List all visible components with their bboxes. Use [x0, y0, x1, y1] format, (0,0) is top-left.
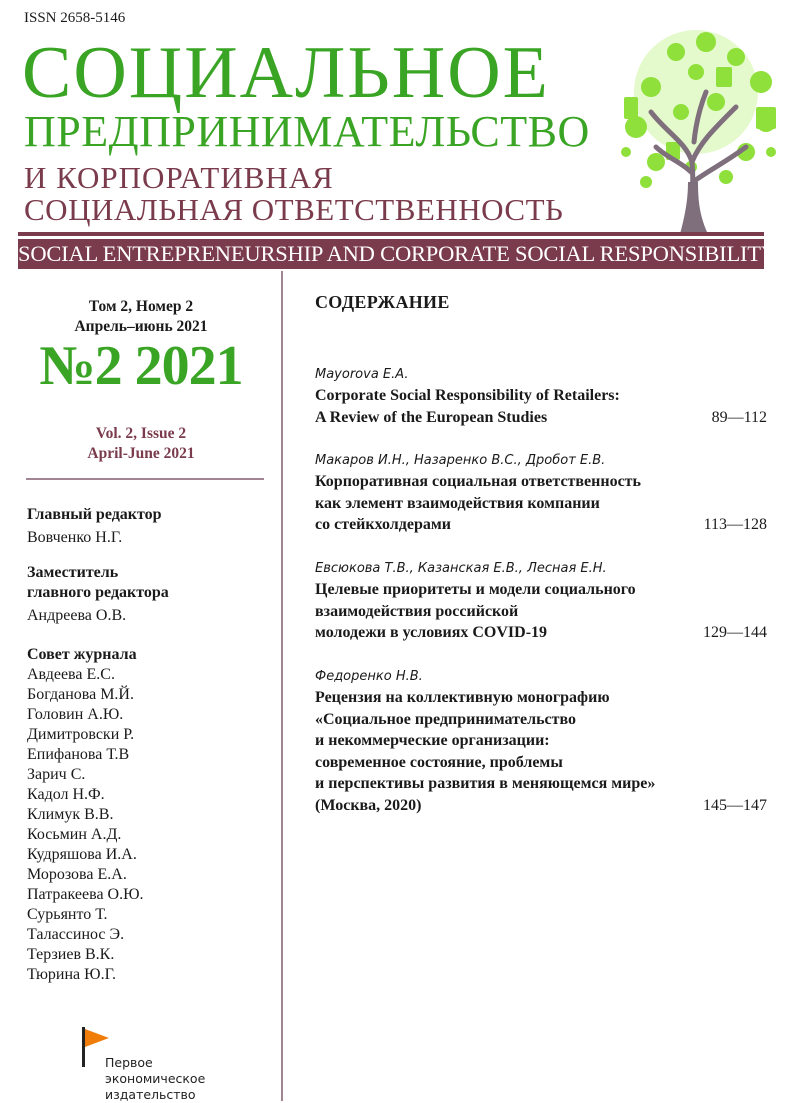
toc-entry-author: Макаров И.Н., Назаренко В.С., Дробот Е.В.	[315, 453, 606, 468]
toc-entry-pages: 129—144	[703, 624, 767, 641]
title-text[interactable]: «Социальное предпринимательство	[315, 710, 577, 728]
council-member: Епифанова Т.В	[27, 746, 130, 763]
council-member: Патракеева О.Ю.	[27, 886, 144, 903]
deputy-editor-name: Андреева О.В.	[27, 607, 127, 624]
toc-entry-title-line	[315, 730, 767, 752]
volume-ru: Том 2, Номер 2	[88, 298, 194, 315]
council-member: Зарич С.	[27, 766, 86, 783]
council-members	[27, 665, 144, 985]
council-member: Кадол Н.Ф.	[27, 786, 105, 803]
title-text[interactable]: со стейкхолдерами	[315, 516, 451, 533]
toc-entry-title-line	[315, 795, 767, 817]
deputy-label-line2: главного редактора	[27, 584, 169, 601]
toc-entry-title-line	[315, 514, 767, 536]
council-member: Головин А.Ю.	[27, 706, 124, 723]
council-member: Авдеева Е.С.	[27, 666, 115, 683]
council-member: Климук В.В.	[27, 806, 114, 823]
title-text[interactable]: A Review of the European Studies	[315, 408, 548, 426]
toc-entry-title-line	[315, 773, 767, 795]
council-member: Сурьянто Т.	[27, 906, 108, 923]
issue-info-ru	[0, 297, 282, 337]
title-text[interactable]: Corporate Social Responsibility of Retailers:	[315, 387, 620, 404]
toc-heading: СОДЕРЖАНИЕ	[315, 292, 450, 312]
publisher-name-line2: экономическое	[105, 1071, 206, 1086]
toc-entry-pages: 113—128	[703, 516, 767, 533]
council-member: Терзиев В.К.	[27, 946, 115, 963]
deputy-label-line1: Заместитель	[27, 564, 119, 581]
period-en: April-June 2021	[87, 445, 195, 462]
publisher-name-line1: Первое	[105, 1055, 153, 1070]
toc-entry[interactable]	[315, 559, 767, 644]
title-text[interactable]: и некоммерческие организации:	[315, 732, 550, 749]
toc-entry-title-line	[315, 601, 767, 623]
council-label: Совет журнала	[27, 646, 137, 663]
council-member: Морозова Е.А.	[27, 866, 127, 883]
toc-entry-title-line	[315, 493, 767, 515]
issue-info-en	[0, 424, 282, 464]
journal-title-line2: ПРЕДПРИНИМАТЕЛЬСТВО	[24, 107, 590, 156]
toc-entry-author: Евсюкова Т.В., Казанская Е.В., Лесная Е.Н.	[315, 561, 607, 576]
journal-title-line3: И КОРПОРАТИВНАЯ	[24, 160, 334, 195]
toc-entry-title-line	[315, 471, 767, 493]
left-rule	[26, 478, 264, 480]
toc-entry[interactable]	[315, 365, 767, 428]
council-member: Кудряшова И.А.	[27, 846, 137, 863]
title-text[interactable]: взаимодействия российской	[315, 602, 519, 620]
title-text[interactable]: Целевые приоритеты и модели социального	[315, 581, 636, 598]
publisher-name-line3: издательство	[105, 1087, 196, 1102]
issue-number: №2 2021	[39, 335, 243, 397]
chief-editor-label: Главный редактор	[27, 506, 162, 523]
deputy-editor-block	[27, 563, 169, 626]
title-text[interactable]: (Москва, 2020)	[315, 796, 422, 814]
toc-entry-author: Mayorova E.A.	[315, 367, 409, 382]
council-member: Талассинос Э.	[27, 926, 125, 943]
publisher-name	[105, 1055, 205, 1103]
toc-entry[interactable]	[315, 451, 767, 536]
toc-entry-title-line	[315, 687, 767, 709]
council-member: Димитровски Р.	[27, 726, 135, 743]
title-text[interactable]: как элемент взаимодействия компании	[315, 494, 600, 512]
title-text[interactable]: молодежи в условиях COVID-19	[315, 624, 548, 641]
toc-entry-title-line	[315, 709, 767, 731]
journal-title-line4: СОЦИАЛЬНАЯ ОТВЕТСТВЕННОСТЬ	[24, 192, 564, 227]
publisher-logo	[80, 1025, 220, 1103]
eco-tree-icon	[596, 12, 796, 234]
council-member: Косьмин А.Д.	[27, 826, 122, 843]
flag-icon	[85, 1029, 109, 1047]
chief-editor-name: Вовченко Н.Г.	[27, 529, 123, 546]
council-member: Богданова М.Й.	[27, 686, 134, 703]
column-divider	[281, 271, 283, 1101]
issn: ISSN 2658-5146	[24, 10, 126, 26]
toc-entry-title-line	[315, 579, 767, 601]
toc-entry-title-line	[315, 407, 767, 429]
editorial-council	[27, 645, 144, 985]
title-text[interactable]: Рецензия на коллективную монографию	[315, 689, 610, 706]
council-member: Тюрина Ю.Г.	[27, 966, 117, 983]
toc-entry-title-line	[315, 622, 767, 644]
toc-entry[interactable]	[315, 667, 767, 816]
toc-entry-title-line	[315, 385, 767, 407]
toc-entry-author: Федоренко Н.В.	[315, 669, 423, 684]
chief-editor-block	[27, 505, 162, 548]
toc-entry-pages: 89—112	[711, 408, 767, 426]
english-title-banner: SOCIAL ENTREPRENEURSHIP AND CORPORATE SOCIAL RESPONSIBILITY	[18, 239, 764, 269]
title-text[interactable]: и перспективы развития в меняющемся мире»	[315, 775, 656, 792]
toc-entry-pages: 145—147	[703, 796, 767, 814]
title-text[interactable]: современное состояние, проблемы	[315, 753, 563, 771]
toc-entry-title-line	[315, 752, 767, 774]
title-rule	[18, 232, 764, 236]
volume-en: Vol. 2, Issue 2	[95, 425, 187, 442]
period-ru: Апрель–июнь 2021	[74, 318, 208, 335]
title-text[interactable]: Корпоративная социальная ответственность	[315, 473, 641, 490]
journal-title-line1: СОЦИАЛЬНОЕ	[22, 32, 550, 114]
